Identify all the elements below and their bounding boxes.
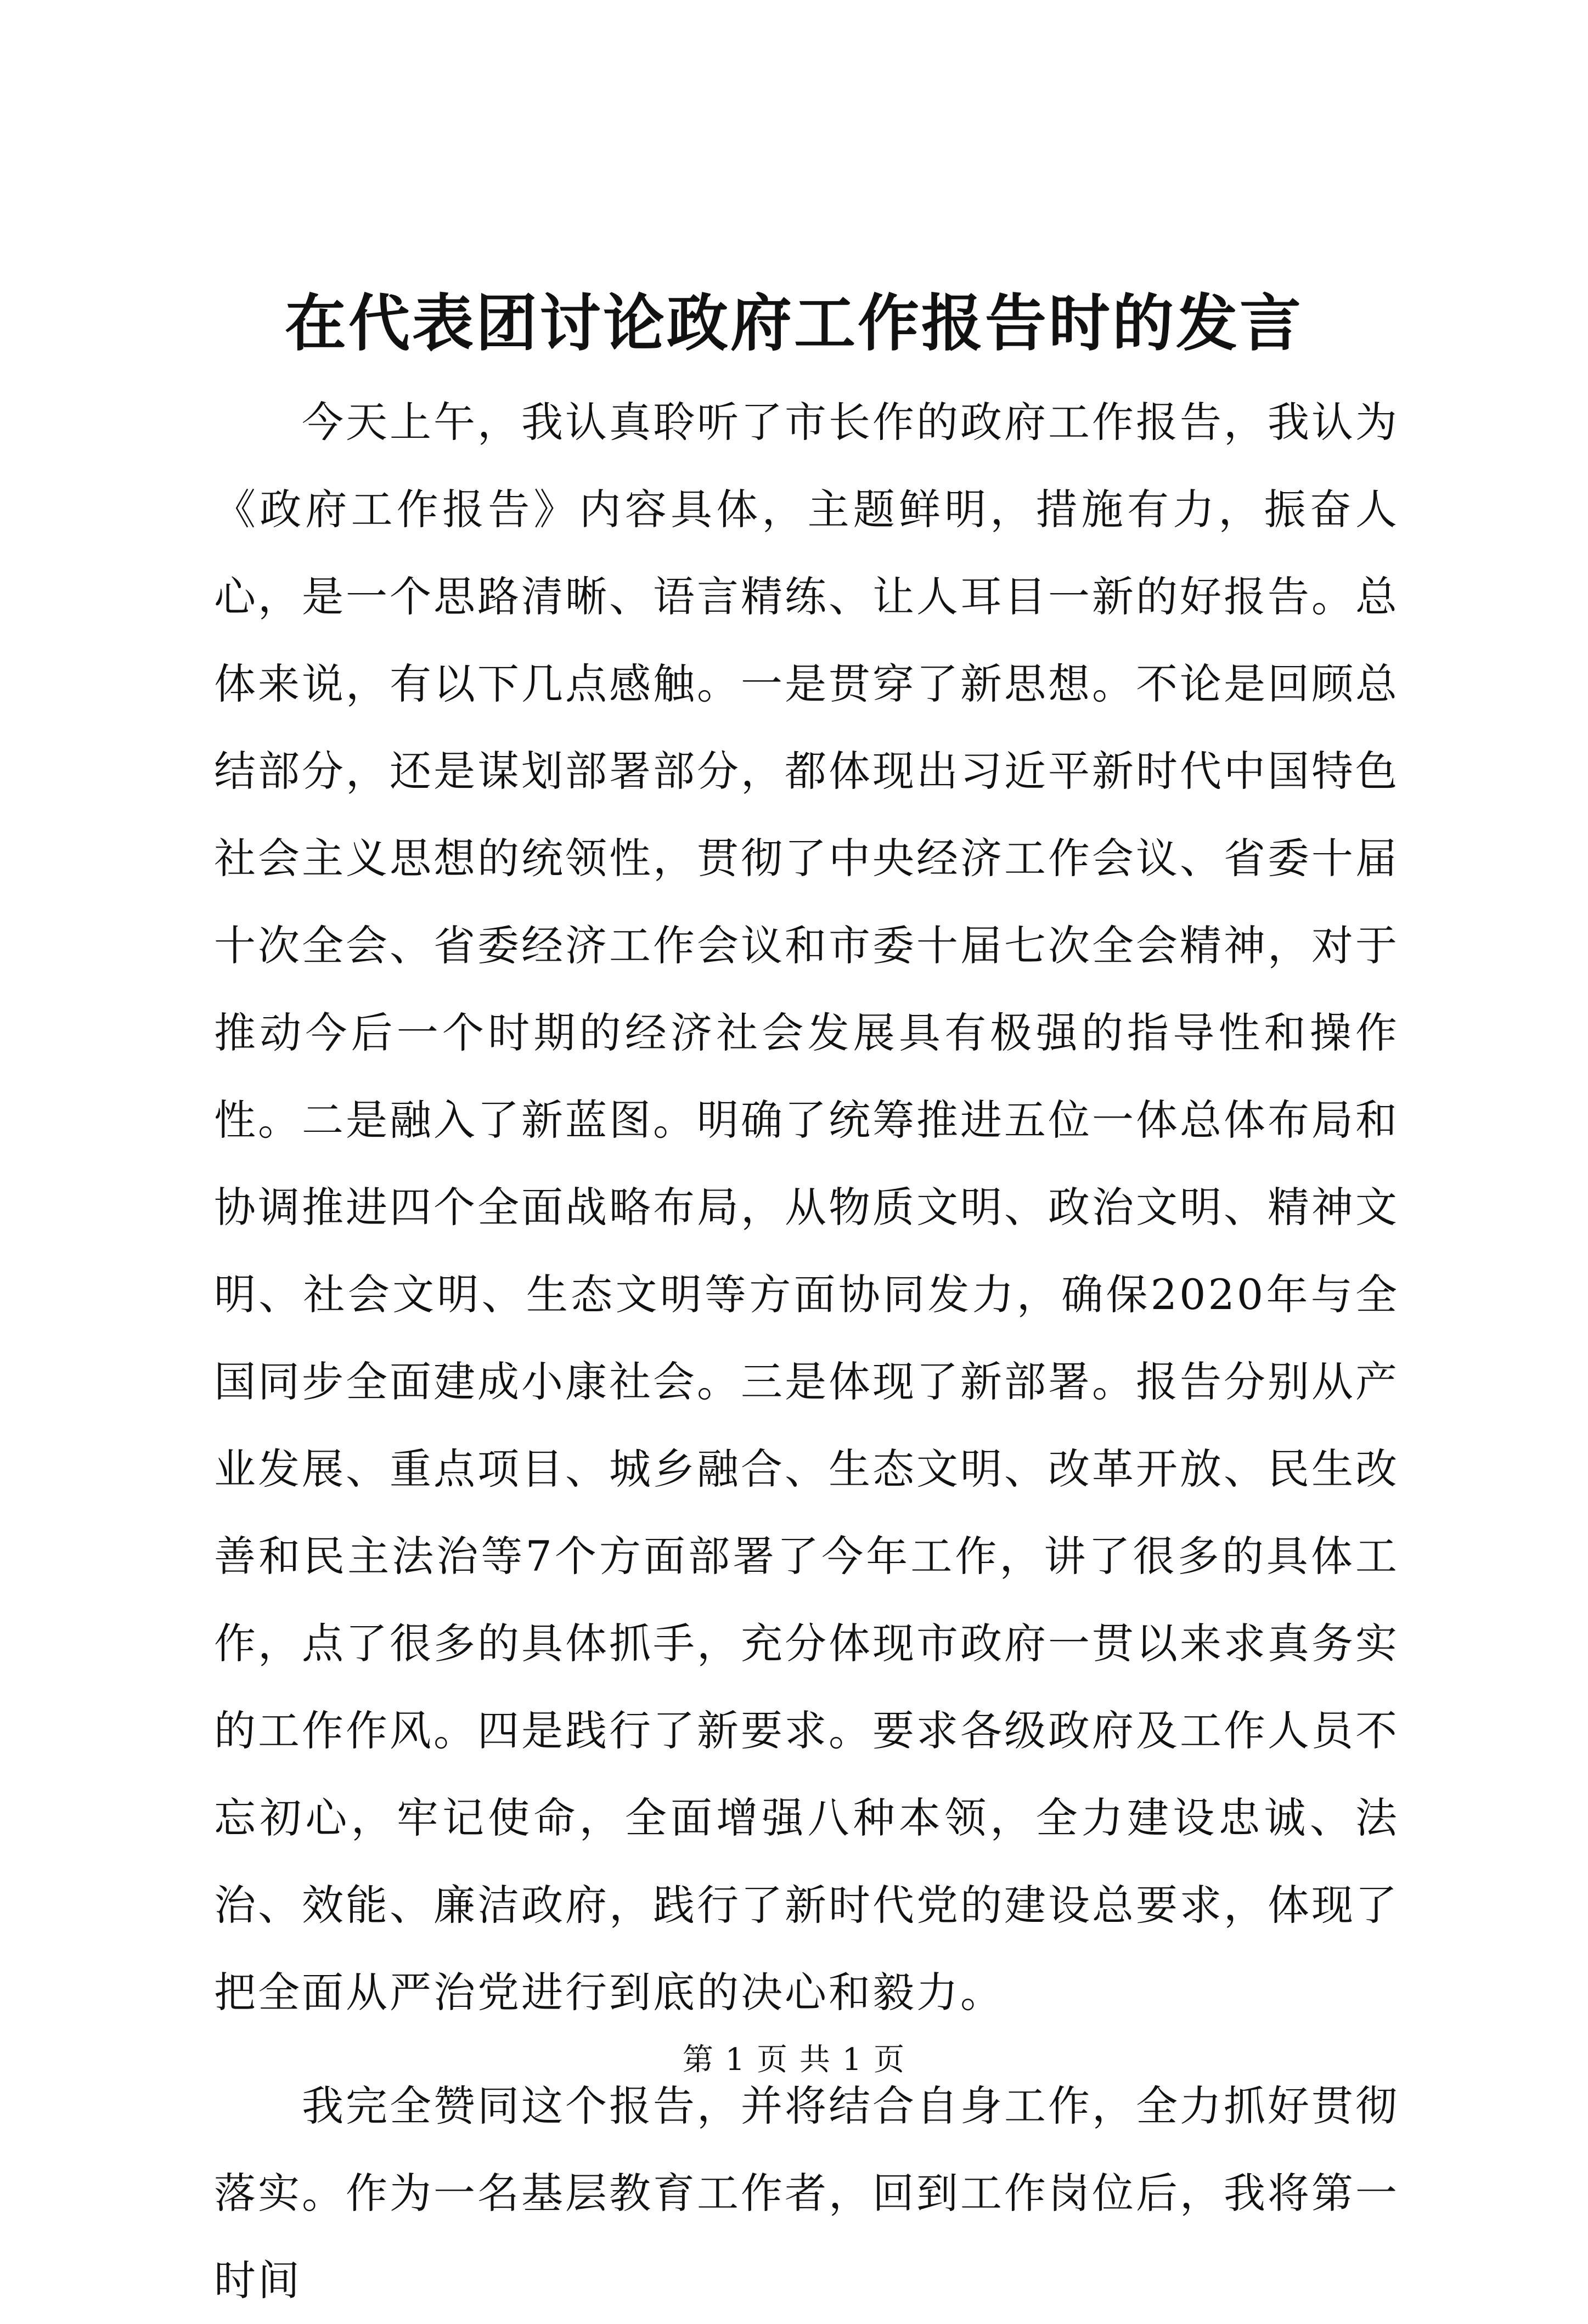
- document-title: 在代表团讨论政府工作报告时的发言: [285, 287, 1303, 359]
- page-footer: 第 1 页 共 1 页: [682, 2042, 906, 2078]
- document-body: [214, 379, 1399, 2324]
- paragraph-1: 今天上午，我认真聆听了市长作的政府工作报告，我认为《政府工作报告》内容具体，主题鲜明，措施有力，振奋人心，是一个思路清晰、语言精练、让人耳目一新的好报告。总体来说，有以下几点感触。一是贯穿了新思想。不论是回顾总结部分，还是谋划部署部分，都体现出习近平新时代中国特色社会主义思想的统领性，贯彻了中央经济工作会议、省委十届十次全会、省委经济工作会议和市委十届七次全会精神，对于推动今后一个时期的经济社会发展具有极强的指导性和操作性。二是融入了新蓝图。明确了统筹推进五位一体总体布局和协调推进四个全面战略布局，从物质文明、政治文明、精神文明、社会文明、生态文明等方面协同发力，确保2020年与全国同步全面建成小康社会。三是体现了新部署。报告分别从产业发展、重点项目、城乡融合、生态文明、改革开放、民生改善和民主法治等7个方面部署了今年工作，讲了很多的具体工作，点了很多的具体抓手，充分体现市政府一贯以来求真务实的工作作风。四是践行了新要求。要求各级政府及工作人员不忘初心，牢记使命，全面增强八种本领，全力建设忠诚、法治、效能、廉洁政府，践行了新时代党的建设总要求，体现了把全面从严治党进行到底的决心和毅力。: [214, 398, 1399, 2017]
- paragraph-2: 我完全赞同这个报告，并将结合自身工作，全力抓好贯彻落实。作为一名基层教育工作者，回到工作岗位后，我将第一时间: [214, 2082, 1399, 2305]
